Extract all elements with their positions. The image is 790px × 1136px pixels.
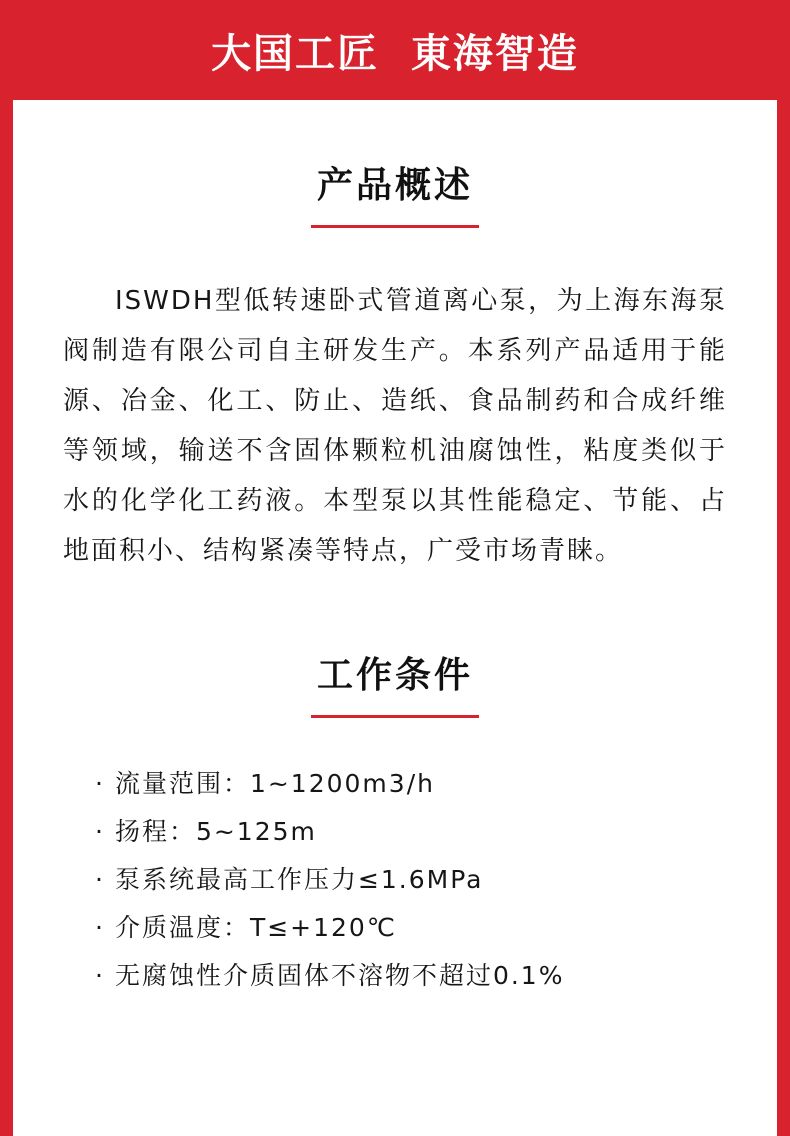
list-item-label: 扬程：5~125m xyxy=(114,817,317,847)
section-header xyxy=(35,654,755,718)
list-item-label: 泵系统最高工作压力≤1.6MPa xyxy=(114,865,484,895)
section-header xyxy=(35,164,755,228)
page-banner xyxy=(13,0,777,100)
bullet-icon: · xyxy=(95,961,105,991)
bullet-icon: · xyxy=(95,913,105,943)
bullet-icon: · xyxy=(95,769,105,799)
section-working-conditions xyxy=(35,654,755,1000)
banner-title: 大国工匠 東海智造 xyxy=(211,30,579,77)
bullet-icon: · xyxy=(95,865,105,895)
list-item xyxy=(95,904,755,952)
list-item-label: 介质温度：T≤+120℃ xyxy=(114,913,397,943)
list-item xyxy=(95,856,755,904)
title-underline xyxy=(311,715,479,718)
bullet-icon: · xyxy=(95,817,105,847)
working-conditions-list xyxy=(35,760,755,1000)
section-product-overview xyxy=(35,164,755,576)
section-title: 工作条件 xyxy=(316,655,473,697)
list-item xyxy=(95,808,755,856)
list-item xyxy=(95,952,755,1000)
list-item xyxy=(95,760,755,808)
list-item-label: 无腐蚀性介质固体不溶物不超过0.1% xyxy=(114,961,565,991)
overview-paragraph: ISWDH型低转速卧式管道离心泵，为上海东海泵阀制造有限公司自主研发生产。本系列产品适用于能源、冶金、化工、防止、造纸、食品制药和合成纤维等领域，输送不含固体颗粒机油腐蚀性，粘度类似于水的化学化工药液。本型泵以其性能稳定、节能、占地面积小、结构紧凑等特点，广受市场青睐。 xyxy=(63,286,727,567)
page-content xyxy=(13,164,777,1000)
section-title: 产品概述 xyxy=(316,165,473,206)
title-underline xyxy=(311,225,479,228)
list-item-label: 流量范围：1~1200m3/h xyxy=(114,769,435,799)
